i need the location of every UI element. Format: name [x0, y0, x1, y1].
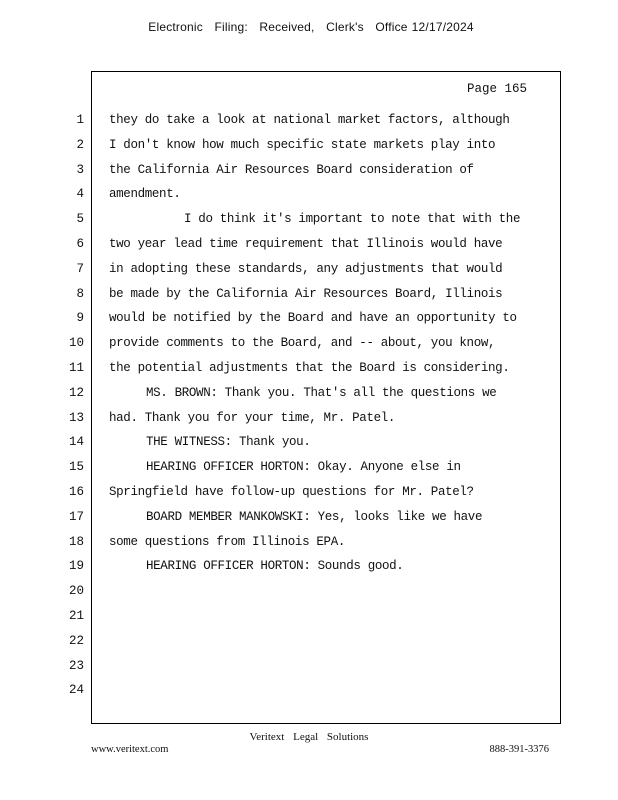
footer-website: www.veritext.com — [91, 744, 169, 755]
line-number: 23 — [68, 658, 84, 673]
page-number: Page 165 — [466, 82, 527, 96]
filing-date: 12/17/2024 — [411, 20, 474, 34]
transcript-line: HEARING OFFICER HORTON: Sounds good. — [146, 559, 404, 574]
transcript-line — [109, 631, 549, 656]
line-number: 2 — [76, 137, 84, 152]
transcript-line: the California Air Resources Board consideration of — [109, 162, 474, 177]
line-number: 3 — [76, 162, 84, 177]
transcript-line: I don't know how much specific state markets play into — [109, 137, 496, 152]
transcript-line: Springfield have follow-up questions for Mr. Patel? — [109, 484, 474, 499]
transcript-line — [109, 606, 549, 631]
line-number: 15 — [68, 460, 84, 475]
transcript-line — [109, 581, 549, 606]
line-number: 5 — [76, 212, 84, 227]
transcript-line: BOARD MEMBER MANKOWSKI: Yes, looks like we have — [146, 509, 483, 524]
line-number: 21 — [68, 608, 84, 623]
transcript-line: they do take a look at national market factors, although — [109, 113, 510, 127]
line-number: 16 — [68, 484, 84, 499]
filing-stamp-header — [0, 20, 618, 34]
line-number: 18 — [68, 534, 84, 549]
transcript-line: amendment. — [109, 187, 181, 202]
transcript-line: be made by the California Air Resources Board, Illinois — [109, 286, 503, 301]
line-number: 7 — [76, 261, 84, 276]
transcript-body — [109, 110, 549, 705]
line-number: 11 — [68, 360, 84, 375]
transcript-line: the potential adjustments that the Board is considering. — [109, 360, 510, 375]
line-number: 8 — [76, 286, 84, 301]
transcript-line: I do think it's important to note that with the — [184, 212, 521, 227]
transcript-line: provide comments to the Board, and -- about, you know, — [109, 336, 496, 351]
transcript-line: would be notified by the Board and have an opportunity to — [109, 311, 517, 326]
line-number: 9 — [76, 311, 84, 326]
filing-stamp-text: Electronic Filing: Received, Clerk's Office — [148, 20, 408, 34]
line-number: 13 — [68, 410, 84, 425]
line-number: 22 — [68, 633, 84, 648]
line-number: 19 — [68, 559, 84, 574]
line-number: 24 — [68, 683, 84, 698]
transcript-line — [109, 656, 549, 681]
transcript-line: some questions from Illinois EPA. — [109, 534, 345, 549]
transcript-line: HEARING OFFICER HORTON: Okay. Anyone else in — [146, 460, 461, 475]
line-number: 20 — [68, 584, 84, 599]
transcript-line: MS. BROWN: Thank you. That's all the questions we — [146, 385, 497, 400]
line-number: 1 — [76, 113, 84, 127]
transcript-line — [109, 680, 549, 705]
line-number: 12 — [68, 385, 84, 400]
footer-phone: 888-391-3376 — [489, 744, 549, 755]
line-number: 17 — [68, 509, 84, 524]
line-number-column — [60, 110, 84, 705]
transcript-line: THE WITNESS: Thank you. — [146, 435, 311, 450]
line-number: 6 — [76, 236, 84, 251]
line-number: 14 — [68, 435, 84, 450]
line-number: 4 — [76, 187, 84, 202]
transcript-line: in adopting these standards, any adjustments that would — [109, 261, 503, 276]
transcript-line: two year lead time requirement that Illinois would have — [109, 236, 503, 251]
transcript-line: had. Thank you for your time, Mr. Patel. — [109, 410, 396, 425]
footer-company: Veritext Legal Solutions — [249, 731, 369, 743]
line-number: 10 — [68, 336, 84, 351]
